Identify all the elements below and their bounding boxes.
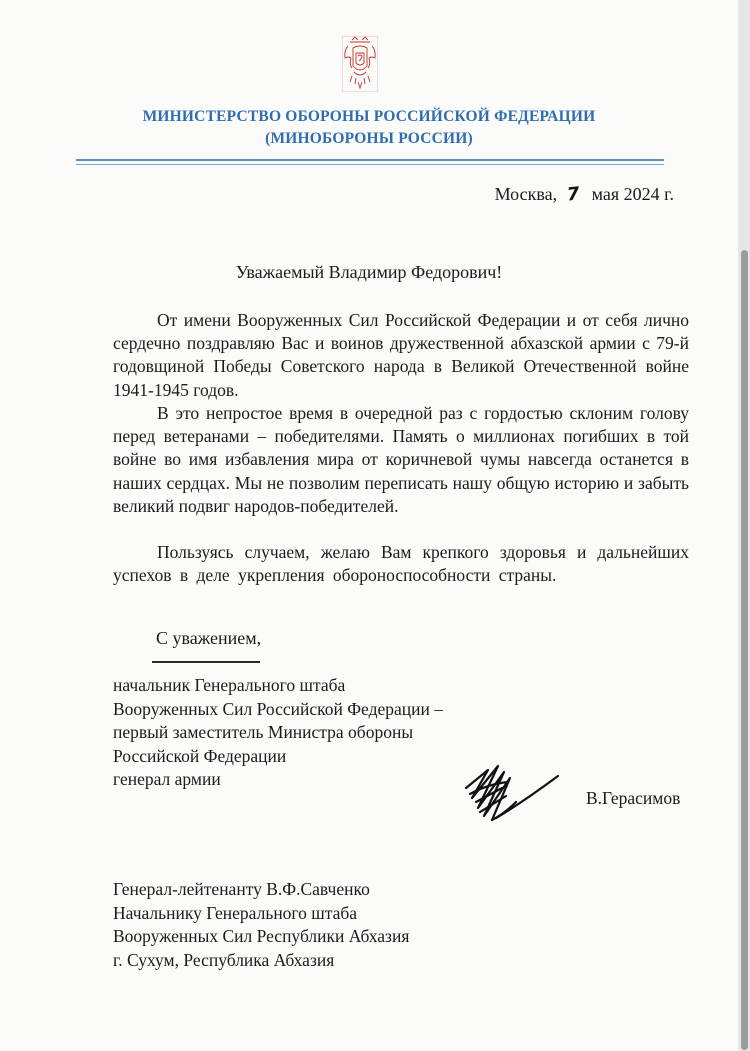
addressee-line: Генерал-лейтенанту В.Ф.Савченко	[113, 879, 370, 899]
body-paragraph: От имени Вооруженных Сил Российской Федерации и от себя лично сердечно поздравляю Вас и воинов дружественной абхазской армии с 79-й годовщиной Победы Советского народа в Великой Отечественной войне 1941-1945 годов.	[113, 310, 689, 400]
position-line: генерал армии	[113, 769, 221, 789]
salutation: Уважаемый Владимир Федорович!	[235, 262, 503, 282]
date-day-handwritten: 7	[566, 183, 581, 206]
position-line: Вооруженных Сил Российской Федерации –	[113, 698, 443, 719]
header-divider	[76, 159, 664, 161]
signer-name: В.Герасимов	[586, 788, 681, 808]
body-paragraph: В это непростое время в очередной раз с гордостью склоним голову перед ветеранами – победителями. Память о миллионах погибших в той войне во имя избавления мира от коричневой чумы навсегда останется в наших сердцах. Мы не позволим переписать нашу общую историю и забыть великий подвиг народов-победителей.	[113, 403, 689, 516]
scrollbar[interactable]	[738, 0, 750, 1051]
date-city: Москва,	[494, 184, 558, 204]
addressee-line: г. Сухум, Республика Абхазия	[113, 949, 335, 970]
position-line: Российской Федерации	[113, 745, 287, 766]
russian-coat-of-arms-emblem	[342, 36, 378, 92]
signatory-position	[113, 674, 443, 792]
ministry-name: МИНИСТЕРСТВО ОБОРОНЫ РОССИЙСКОЙ ФЕДЕРАЦИИ	[142, 108, 596, 125]
date-month-year: мая 2024 г.	[591, 184, 674, 204]
closing-underline	[152, 661, 260, 663]
closing-phrase: С уважением,	[156, 628, 262, 648]
addressee-line: Вооруженных Сил Республики Абхазия	[113, 926, 410, 946]
header-divider-thin	[76, 164, 664, 165]
body-paragraph: Пользуясь случаем, желаю Вам крепкого здоровья и дальнейших успехов в деле укрепления обороноспособности страны.	[113, 542, 689, 586]
ministry-short-name: (МИНОБОРОНЫ РОССИИ)	[265, 130, 473, 147]
scrollbar-thumb[interactable]	[741, 250, 748, 1050]
position-line: начальник Генерального штаба	[113, 675, 346, 695]
addressee-line: Начальнику Генерального штаба	[113, 902, 358, 923]
handwritten-signature	[458, 758, 568, 848]
letter-date	[495, 184, 674, 205]
addressee-block	[113, 878, 409, 972]
position-line: первый заместитель Министра обороны	[113, 722, 414, 742]
